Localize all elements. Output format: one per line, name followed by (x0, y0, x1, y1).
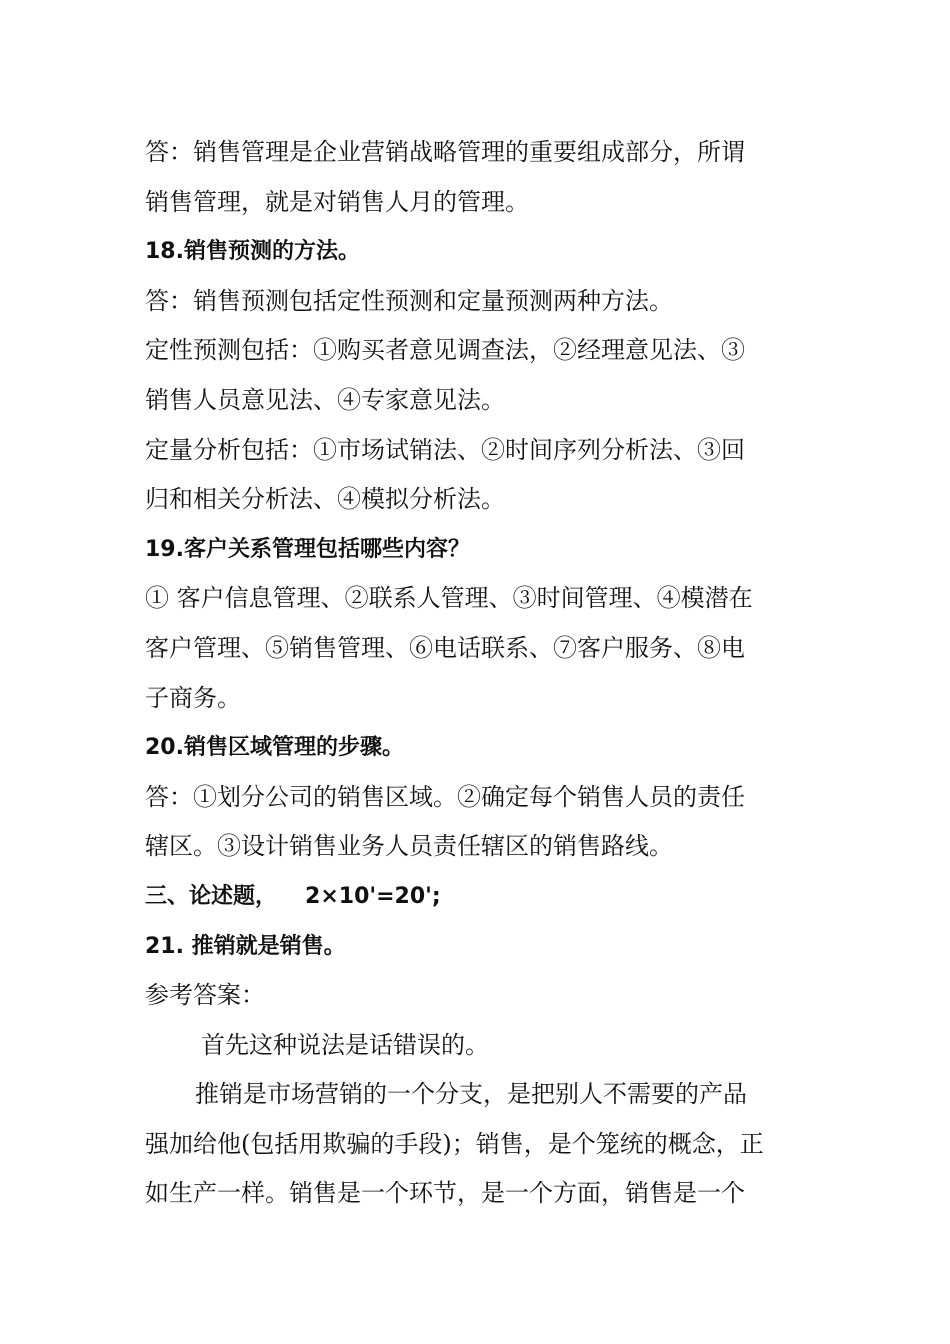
answer-21-line-2: 推销是市场营销的一个分支，是把别人不需要的产品 (195, 1080, 747, 1109)
section-3-title: 三、论述题， (145, 883, 278, 909)
answer-20-line-1: 答：①划分公司的销售区域。②确定每个销售人员的责任 (145, 782, 745, 811)
question-21-heading: 21. 推销就是销售。 (145, 933, 346, 959)
answer-18-line-4: 定量分析包括：①市场试销法、②时间序列分析法、③回 (145, 435, 745, 464)
reference-answer-label: 参考答案： (145, 981, 265, 1010)
answer-19-line-1: ① 客户信息管理、②联系人管理、③时间管理、④模潜在 (145, 584, 753, 613)
answer-18-line-1: 答：销售预测包括定性预测和定量预测两种方法。 (145, 286, 673, 315)
question-18-heading: 18.销售预测的方法。 (145, 239, 360, 265)
answer-18-line-5: 归和相关分析法、④模拟分析法。 (145, 485, 505, 514)
question-20-heading: 20.销售区域管理的步骤。 (145, 735, 404, 761)
answer-19-line-2: 客户管理、⑤销售管理、⑥电话联系、⑦客户服务、⑧电 (145, 633, 745, 662)
answer-21-line-1: 首先这种说法是话错误的。 (201, 1030, 489, 1059)
answer-17-line-1: 答：销售管理是企业营销战略管理的重要组成部分，所谓 (145, 138, 745, 166)
answer-20-line-2: 辖区。③设计销售业务人员责任辖区的销售路线。 (145, 832, 673, 861)
document-body (145, 128, 805, 1219)
answer-21-line-4: 如生产一样。销售是一个环节，是一个方面，销售是一个 (145, 1179, 745, 1208)
answer-17-line-2: 销售管理，就是对销售人月的管理。 (145, 187, 529, 216)
answer-21-line-3: 强加给他(包括用欺骗的手段)；销售，是个笼统的概念，正 (145, 1129, 764, 1158)
answer-18-line-2: 定性预测包括：①购买者意见调查法，②经理意见法、③ (145, 336, 745, 365)
question-19-heading: 19.客户关系管理包括哪些内容？ (145, 536, 470, 562)
section-3-heading (145, 872, 805, 922)
section-3-score: 2×10'=20'; (305, 883, 441, 909)
answer-19-line-3: 子商务。 (145, 683, 241, 712)
answer-18-line-3: 销售人员意见法、④专家意见法。 (145, 385, 505, 414)
